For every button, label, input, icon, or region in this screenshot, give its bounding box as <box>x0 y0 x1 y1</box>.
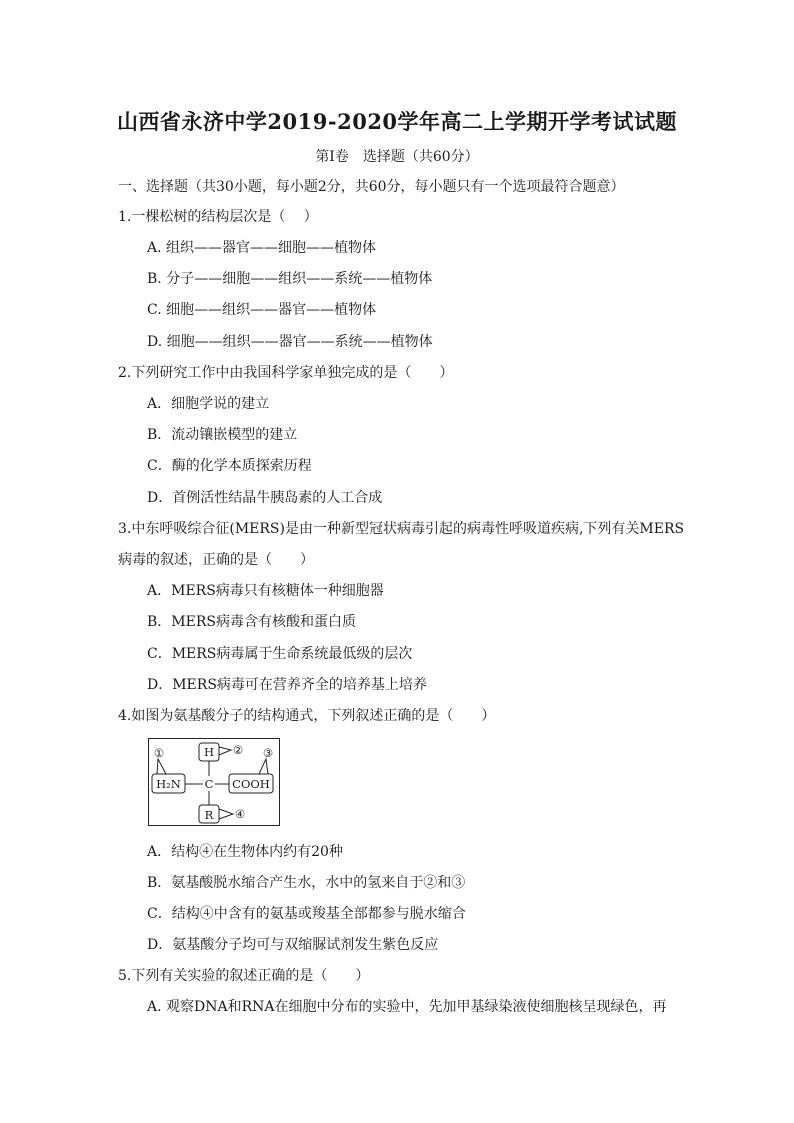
marker-4: ④ <box>234 807 246 821</box>
marker-3: ③ <box>262 746 274 760</box>
question-2-stem: 2.下列研究工作中由我国科学家单独完成的是（ ） <box>118 365 454 381</box>
question-3-option-d: D．MERS病毒可在营养齐全的培养基上培养 <box>147 677 427 693</box>
question-4-option-d: D．氨基酸分子均可与双缩脲试剂发生紫色反应 <box>147 937 439 953</box>
question-3-option-c: C．MERS病毒属于生命系统最低级的层次 <box>147 646 413 662</box>
marker-1: ① <box>153 746 165 760</box>
hydrogen-label: H <box>203 745 215 759</box>
r-group-callout <box>219 809 233 819</box>
question-4-option-c: C．结构④中含有的氨基或羧基全部都参与脱水缩合 <box>147 906 466 922</box>
question-3-option-a: A．MERS病毒只有核糖体一种细胞器 <box>147 583 384 599</box>
question-1-option-c: C. 细胞——组织——器官——植物体 <box>147 302 377 318</box>
amino-callout <box>157 759 166 774</box>
carbon-label: C <box>204 777 214 791</box>
question-4-stem: 4.如图为氨基酸分子的结构通式，下列叙述正确的是（ ） <box>118 708 496 724</box>
question-5-option-a: A. 观察DNA和RNA在细胞中分布的实验中，先加甲基绿染液使细胞核呈现绿色，再 <box>147 999 667 1015</box>
question-1-option-b: B. 分子——细胞——组织——系统——植物体 <box>147 271 433 287</box>
section-subtitle: 第Ⅰ卷 选择题（共60分） <box>315 149 479 165</box>
hydrogen-callout <box>219 747 231 755</box>
question-4-option-b: B．氨基酸脱水缩合产生水，水中的氢来自于②和③ <box>147 875 466 891</box>
question-1-option-d: D. 细胞——组织——器官——系统——植物体 <box>147 334 433 350</box>
carboxyl-label: COOH <box>232 777 270 791</box>
marker-2: ② <box>232 743 244 757</box>
question-3-option-b: B．MERS病毒含有核酸和蛋白质 <box>147 614 356 630</box>
question-2-option-b: B．流动镶嵌模型的建立 <box>147 427 298 443</box>
amino-label: H₂N <box>156 777 181 791</box>
question-3-stem-continued: 病毒的叙述，正确的是（ ） <box>118 552 314 568</box>
question-2-option-c: C．酶的化学本质探索历程 <box>147 458 312 474</box>
question-3-stem: 3.中东呼吸综合征(MERS)是由一种新型冠状病毒引起的病毒性呼吸道疾病,下列有关MERS <box>118 521 685 537</box>
amino-acid-structure-diagram <box>148 738 280 826</box>
question-5-stem: 5.下列有关实验的叙述正确的是（ ） <box>118 968 370 984</box>
carboxyl-callout <box>259 759 268 774</box>
r-group-label: R <box>204 808 214 822</box>
page-title: 山西省永济中学2019-2020学年高二上学期开学考试试题 <box>116 109 678 134</box>
question-2-option-d: D．首例活性结晶牛胰岛素的人工合成 <box>147 490 383 506</box>
question-2-option-a: A．细胞学说的建立 <box>147 396 270 412</box>
question-1-option-a: A. 组织——器官——细胞——植物体 <box>147 240 377 256</box>
question-1-stem: 1.一棵松树的结构层次是（ ） <box>118 209 318 225</box>
question-4-option-a: A．结构④在生物体内约有20种 <box>147 844 343 860</box>
section-heading: 一、选择题（共30小题，每小题2分，共60分，每小题只有一个选项最符合题意） <box>118 179 625 195</box>
